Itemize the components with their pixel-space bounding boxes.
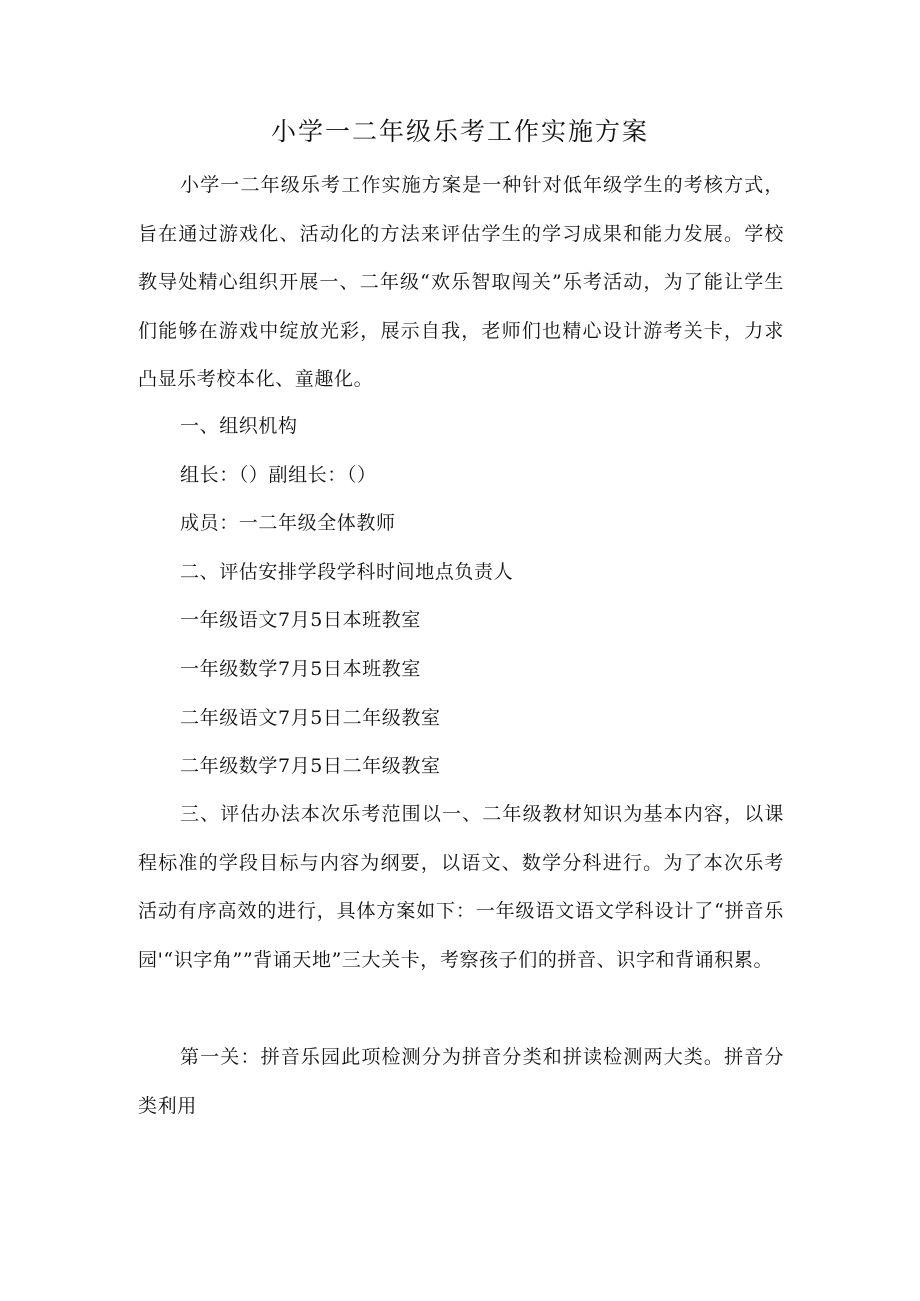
schedule-item: 一年级数学7月5日本班教室 — [180, 658, 421, 680]
level-one-paragraph: 第一关：拼音乐园此项检测分为拼音分类和拼读检测两大类。拼音分类利用 — [138, 1046, 784, 1117]
members-line: 成员：一二年级全体教师 — [180, 512, 396, 534]
intro-paragraph: 小学一二年级乐考工作实施方案是一种针对低年级学生的考核方式，旨在通过游戏化、活动化的方法来评估学生的学习成果和能力发展。学校教导处精心组织开展一、二年级“欢乐智取闯关”乐考活动，为了能让学生们能够在游戏中绽放光彩，展示自我，老师们也精心设计游考关卡，力求凸显乐考校本化、童趣化。 — [138, 174, 784, 390]
leaders-line: 组长：（）副组长：（） — [180, 464, 377, 486]
evaluation-method-paragraph: 三、评估办法本次乐考范围以一、二年级教材知识为基本内容，以课程标准的学段目标与内容为纲要，以语文、数学分科进行。为了本次乐考活动有序高效的进行，具体方案如下：一年级语文语文学科设计了“拼音乐园'“识字角””背诵天地”三大关卡，考察孩子们的拼音、识字和背诵积累。 — [138, 803, 784, 971]
schedule-item: 二年级数学7月5日二年级教室 — [180, 755, 441, 777]
document-title: 小学一二年级乐考工作实施方案 — [270, 117, 649, 146]
section-heading-organization: 一、组织机构 — [180, 415, 298, 437]
schedule-item: 二年级语文7月5日二年级教室 — [180, 707, 441, 729]
section-heading-schedule: 二、评估安排学段学科时间地点负责人 — [180, 561, 514, 583]
schedule-item: 一年级语文7月5日本班教室 — [180, 609, 421, 631]
